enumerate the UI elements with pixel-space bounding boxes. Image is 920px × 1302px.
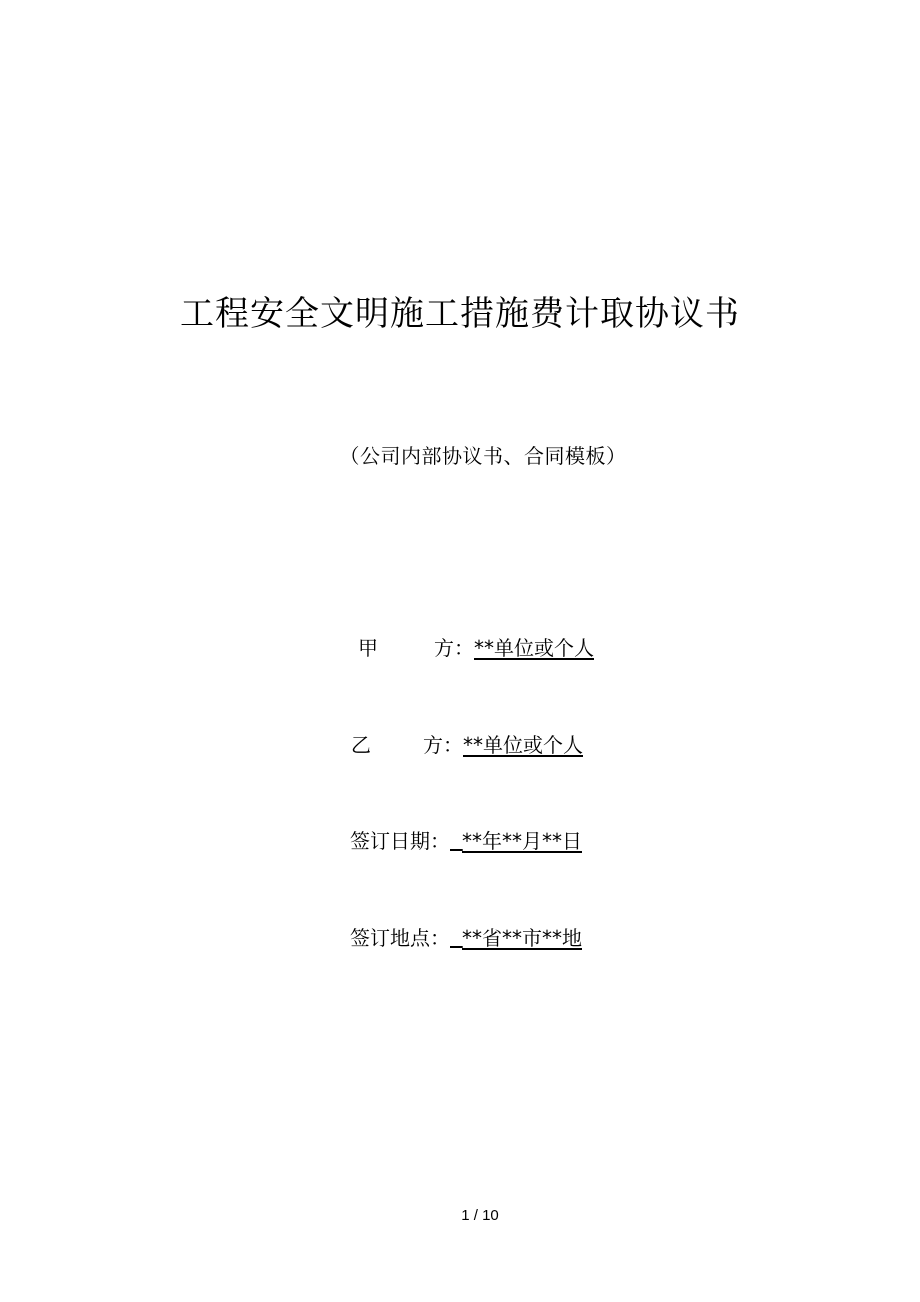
party-b-row [351,730,583,760]
page-number: 1 / 10 [461,1207,499,1224]
document-title: 工程安全文明施工措施费计取协议书 [180,294,740,334]
signing-date-label: 签订日期： [350,829,450,853]
party-a-label-char: 甲 [358,636,378,660]
signing-place-value: **省**市**地 [462,926,582,950]
signing-date-row [350,826,582,856]
party-a-row [358,633,594,663]
party-b-label-char: 乙 [351,733,371,757]
signing-date-value: **年**月**日 [462,829,582,853]
party-a-label-suffix: 方： [434,636,474,660]
party-b-label-suffix: 方： [423,733,463,757]
party-b-value: **单位或个人 [463,733,583,757]
signing-place-label: 签订地点： [350,926,450,950]
signing-place-row [350,923,582,953]
document-subtitle: （公司内部协议书、合同模板） [339,444,627,468]
party-a-value: **单位或个人 [474,636,594,660]
